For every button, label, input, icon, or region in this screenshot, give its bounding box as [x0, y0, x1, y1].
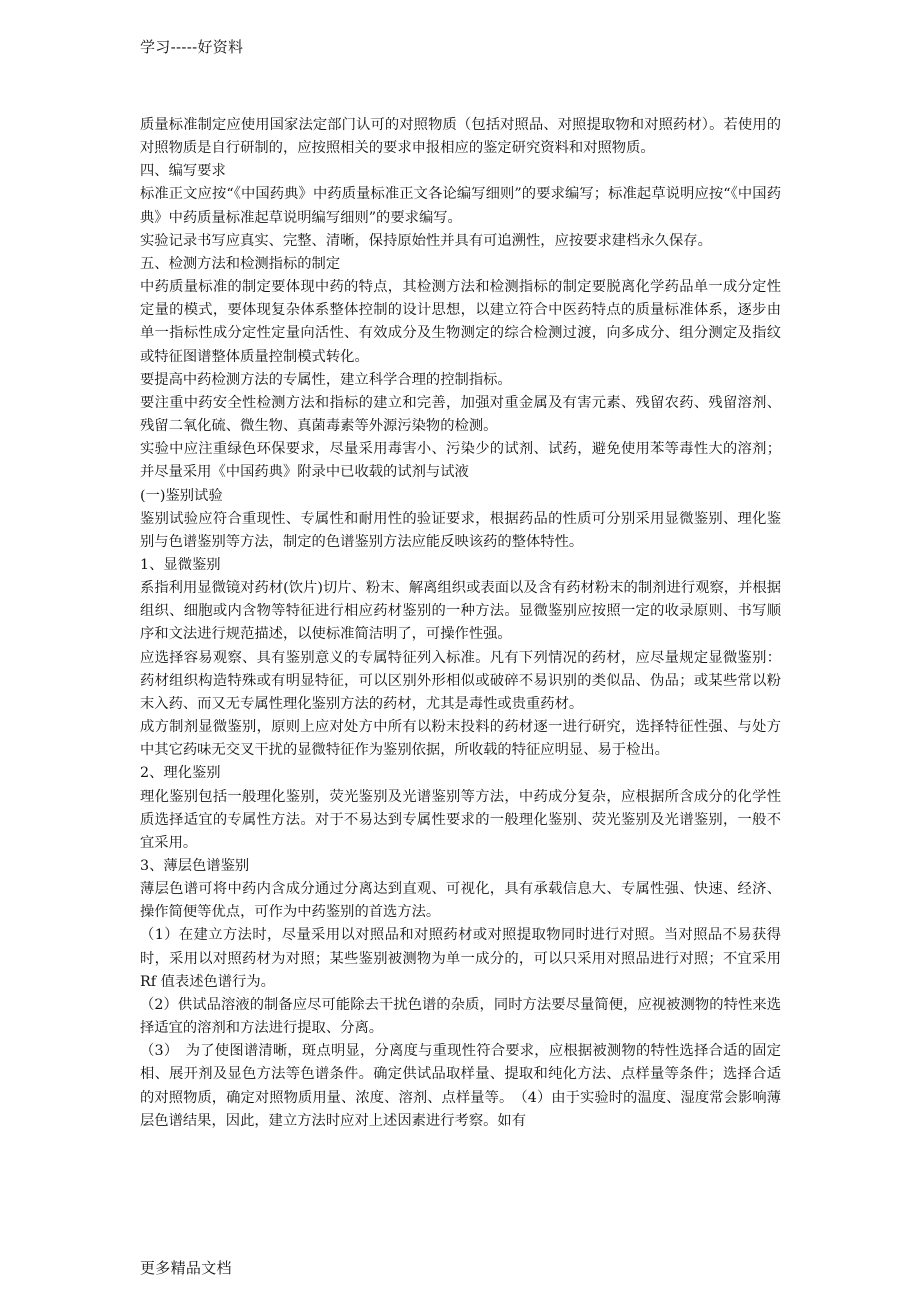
body-paragraph: 鉴别试验应符合重现性、专属性和耐用性的验证要求，根据药品的性质可分别采用显微鉴别、理化鉴别与色谱鉴别等方法，制定的色谱鉴别方法应能反映该药的整体特性。	[140, 510, 781, 550]
section-heading: 五、检测方法和检测指标的制定	[140, 255, 341, 272]
body-paragraph: 中药质量标准的制定要体现中药的特点，其检测方法和检测指标的制定要脱离化学药品单一成分定性定量的模式，要体现复杂体系整体控制的设计思想，以建立符合中医药特点的质量标准体系，逐步由单一指标性成分定性定量向活性、有效成分及生物测定的综合检测过渡，向多成分、组分测定及指纹或特征图谱整体质量控制模式转化。	[140, 279, 781, 365]
section-heading: 1、显微鉴别	[140, 556, 221, 573]
body-paragraph: （1）在建立方法时，尽量采用以对照品和对照药材或对照提取物同时进行对照。当对照品不易获得时，采用以对照药材为对照；某些鉴别被测物为单一成分的，可以只采用对照品进行对照；不宜采用 Rf 值表述色谱行为。	[140, 927, 781, 990]
section-heading: 3、薄层色谱鉴别	[140, 858, 250, 874]
section-heading: (一)鉴别试验	[140, 487, 223, 504]
body-paragraph: 应选择容易观察、具有鉴别意义的专属特征列入标准。凡有下列情况的药材，应尽量规定显微鉴别：药材组织构造特殊或有明显特征，可以区别外形相似或破碎不易识别的类似品、伪品；或某些常以粉末入药、而又无专属性理化鉴别方法的药材，尤其是毒性或贵重药材。	[140, 649, 781, 712]
body-paragraph: 质量标准制定应使用国家法定部门认可的对照物质（包括对照品、对照提取物和对照药材）。若使用的对照物质是自行研制的，应按照相关的要求申报相应的鉴定研究资料和对照物质。	[140, 117, 781, 157]
body-paragraph: （2）供试品溶液的制备应尽可能除去干扰色谱的杂质，同时方法要尽量简便，应视被测物的特性来选择适宜的溶剂和方法进行提取、分离。	[140, 996, 781, 1037]
page-footer: 更多精品文档	[140, 1259, 232, 1277]
body-paragraph: 要注重中药安全性检测方法和指标的建立和完善，加强对重金属及有害元素、残留农药、残留溶剂、残留二氧化硫、微生物、真菌毒素等外源污染物的检测。	[140, 394, 781, 435]
body-paragraph: 成方制剂显微鉴别，原则上应对处方中所有以粉末投料的药材逐一进行研究，选择特征性强、与处方中其它药味无交叉干扰的显微特征作为鉴别依据，所收载的特征应明显、易于检出。	[140, 719, 781, 759]
body-paragraph: 要提高中药检测方法的专属性，建立科学合理的控制指标。	[140, 371, 512, 388]
body-paragraph: 薄层色谱可将中药内含成分通过分离达到直观、可视化，具有承载信息大、专属性强、快速、经济、操作简便等优点，可作为中药鉴别的首选方法。	[140, 881, 781, 921]
section-heading: 四、编写要求	[140, 163, 226, 180]
body-paragraph: 实验中应注重绿色环保要求，尽量采用毒害小、污染少的试剂、试药，避免使用苯等毒性大的溶剂；并尽量采用《中国药典》附录中已收载的试剂与试液	[140, 441, 781, 481]
body-paragraph: 标准正文应按“《中国药典》中药质量标准正文各论编写细则”的要求编写；标准起草说明应按“《中国药典》中药质量标准起草说明编写细则”的要求编写。	[140, 186, 781, 226]
page-header: 学习-----好资料	[140, 38, 244, 56]
body-paragraph: （3） 为了使图谱清晰，斑点明显，分离度与重现性符合要求，应根据被测物的特性选择合适的固定相、展开剂及显色方法等色谱条件。确定供试品取样量、提取和纯化方法、点样量等条件；选择合适的对照物质，确定对照物质用量、浓度、溶剂、点样量等。 （4）由于实验时的温度、湿度常会影响薄层色谱结果，因此，建立方法时应对上述因素进行考察。如有	[140, 1043, 781, 1129]
section-heading: 2、理化鉴别	[140, 765, 221, 782]
body-paragraph: 系指利用显微镜对药材(饮片)切片、粉末、解离组织或表面以及含有药材粉末的制剂进行观察，并根据组织、细胞或内含物等特征进行相应药材鉴别的一种方法。显微鉴别应按照一定的收录原则、书写顺序和文法进行规范描述，以使标准简洁明了，可操作性强。	[140, 580, 781, 643]
document-body	[140, 114, 781, 1133]
body-paragraph: 实验记录书写应真实、完整、清晰，保持原始性并具有可追溯性，应按要求建档永久保存。	[140, 232, 712, 249]
body-paragraph: 理化鉴别包括一般理化鉴别，荧光鉴别及光谱鉴别等方法，中药成分复杂，应根据所含成分的化学性质选择适宜的专属性方法。对于不易达到专属性要求的一般理化鉴别、荧光鉴别及光谱鉴别，一般不宜采用。	[140, 788, 781, 851]
